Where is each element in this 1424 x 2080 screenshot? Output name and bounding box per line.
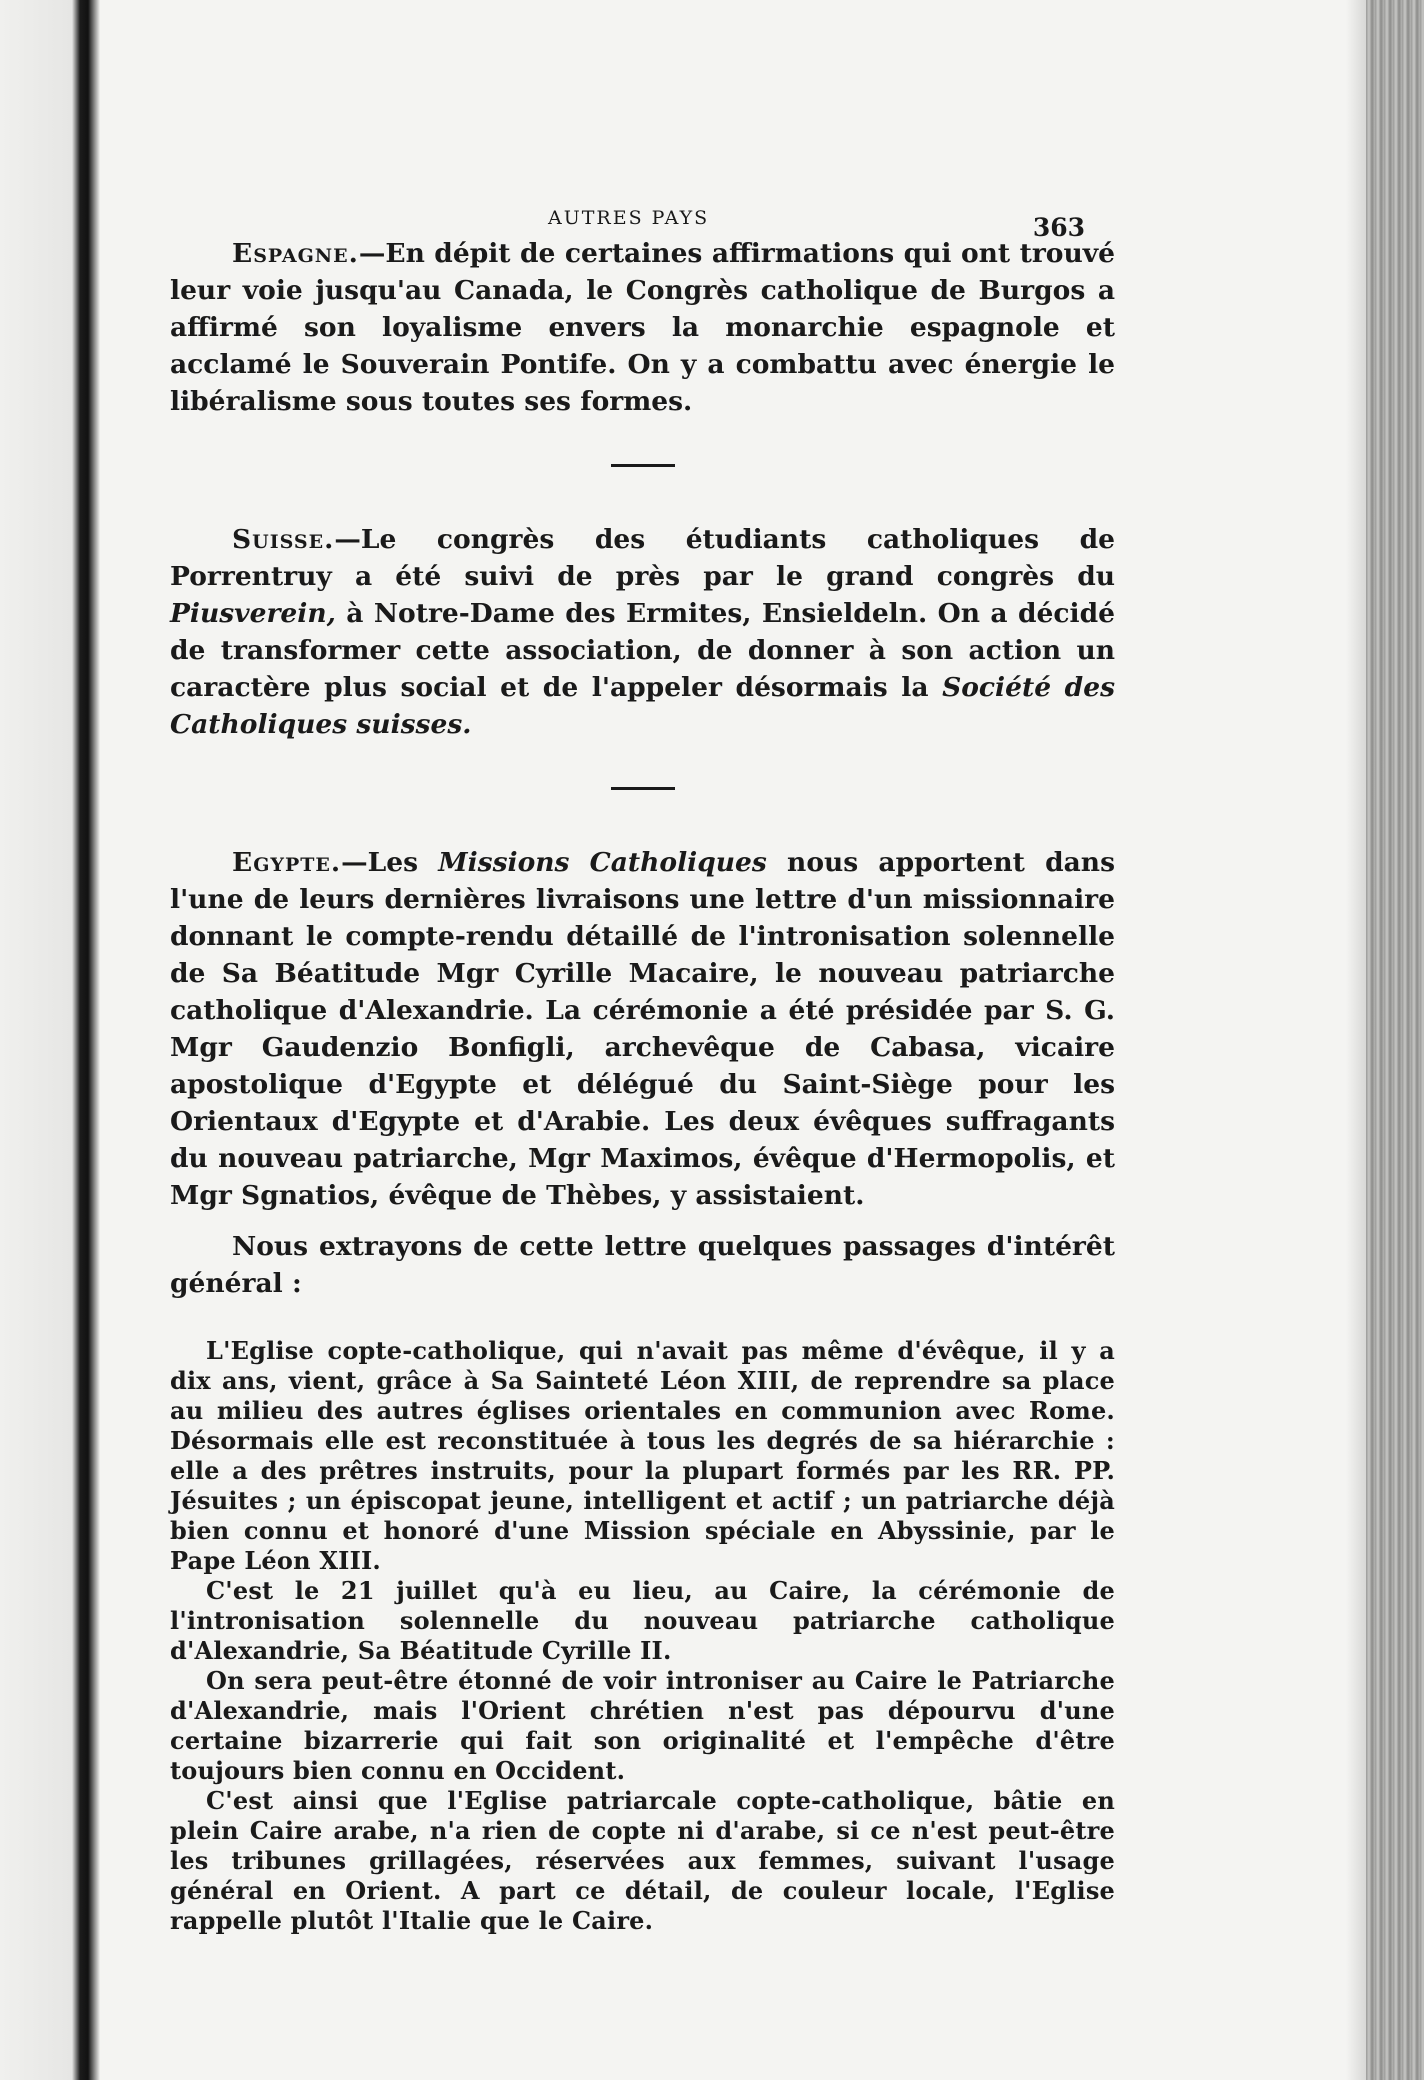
section-text-egypte-1: —Les <box>341 847 439 878</box>
section-espagne <box>170 235 1115 420</box>
quote-paragraph-1: L'Eglise copte-catholique, qui n'avait pas même d'évêque, il y a dix ans, vient, grâce à Sa Sainteté Léon XIII, de reprendre sa place au milieu des autres églises orientales en communion avec Rome. Désormais elle est reconstituée à tous les degrés de sa hiérarchie : elle a des prêtres instruits, pour la plupart formés par les RR. PP. Jésuites ; un épiscopat jeune, intelligent et actif ; un patriarche déjà bien connu et honoré d'une Mission spéciale en Abyssinie, par le Pape Léon XIII. <box>170 1336 1115 1575</box>
section-text-suisse-2: à Notre-Dame des Ermites, Ensieldeln. On a décidé de transformer cette association, de donner à son action un caractère plus social et de l'appeler désormais la <box>170 598 1115 703</box>
quote-paragraph-3: On sera peut-être étonné de voir introniser au Caire le Patriarche d'Alexandrie, mais l'Orient chrétien n'est pas dépourvu d'une certaine bizarrerie qui fait son originalité et l'empêche d'être toujours bien connu en Occident. <box>170 1666 1115 1785</box>
section-divider <box>611 464 675 467</box>
section-head-egypte: Egypte. <box>232 847 342 878</box>
section-text-espagne: —En dépit de certaines affirmations qui ont trouvé leur voie jusqu'au Canada, le Congrès catholique de Burgos a affirmé son loyalisme envers la monarchie espagnole et acclamé le Souverain Pontife. On y a combattu avec énergie le libéralisme sous toutes ses formes. <box>170 238 1115 417</box>
spacer <box>170 1302 1115 1336</box>
section-head-espagne: Espagne. <box>232 238 359 269</box>
quote-paragraph-2: C'est le 21 juillet qu'à eu lieu, au Caire, la cérémonie de l'intronisation solennelle du nouveau patriarche catholique d'Alexandrie, Sa Béatitude Cyrille II. <box>170 1576 1115 1665</box>
section-text-egypte-2: nous apportent dans l'une de leurs dernières livraisons une lettre d'un missionnaire donnant le compte-rendu détaillé de l'intronisation solennelle de Sa Béatitude Mgr Cyrille Macaire, le nouveau patriarche catholique d'Alexandrie. La cérémonie a été présidée par S. G. Mgr Gaudenzio Bonfigli, archevêque de Cabasa, vicaire apostolique d'Egypte et délégué du Saint-Siège pour les Orientaux d'Egypte et d'Arabie. Les deux évêques suffragants du nouveau patriarche, Mgr Maximos, évêque d'Hermopolis, et Mgr Sgnatios, évêque de Thèbes, y assistaient. <box>170 847 1115 1211</box>
section-egypte <box>170 844 1115 1214</box>
italic-piusverein: Piusverein, <box>170 598 336 629</box>
italic-societe: Société des Catholiques suisses. <box>170 672 1115 740</box>
section-head-suisse: Suisse. <box>232 524 335 555</box>
page-stack-edge <box>1366 0 1424 2080</box>
book-page <box>170 195 1115 1936</box>
italic-missions: Missions Catholiques <box>438 847 767 878</box>
section-suisse <box>170 521 1115 743</box>
running-head <box>170 195 1115 242</box>
running-title: AUTRES PAYS <box>548 207 710 229</box>
page-number: 363 <box>1032 213 1085 242</box>
quote-paragraph-4: C'est ainsi que l'Eglise patriarcale copte-catholique, bâtie en plein Caire arabe, n'a rien de copte ni d'arabe, si ce n'est peut-être les tribunes grillagées, réservées aux femmes, suivant l'usage général en Orient. A part ce détail, de couleur locale, l'Eglise rappelle plutôt l'Italie que le Caire. <box>170 1786 1115 1935</box>
page-edge-shade <box>1346 0 1366 2080</box>
book-binding-shadow <box>0 0 100 2080</box>
section-text-suisse-1: —Le congrès des étudiants catholiques de Porrentruy a été suivi de près par le grand congrès du <box>170 524 1115 592</box>
section-divider <box>611 787 675 790</box>
intro-paragraph: Nous extrayons de cette lettre quelques passages d'intérêt général : <box>170 1231 1115 1299</box>
